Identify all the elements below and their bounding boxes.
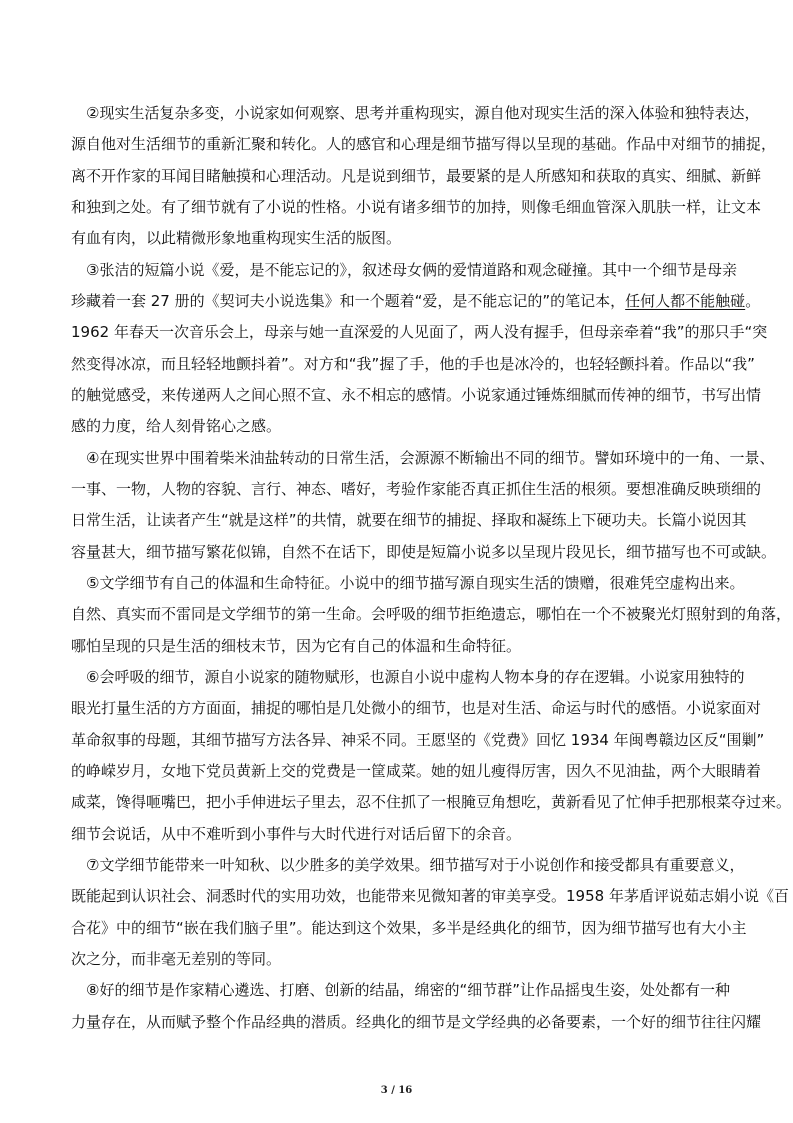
text-line bbox=[71, 537, 777, 568]
text-line bbox=[71, 881, 789, 912]
text-line bbox=[71, 223, 722, 254]
text-line bbox=[71, 255, 737, 286]
text-segment: 珍藏着一套 27 册的《契诃夫小说选集》和一个题着“爱，是不能忘记的”的笔记本， bbox=[71, 291, 626, 310]
text-line-content: ⑥会呼吸的细节，源自小说家的随物赋形，也源自小说中虚构人物本身的存在逻辑。小说家用独特的 bbox=[86, 667, 745, 686]
text-line-content: 一事、一物，人物的容貌、言行、神态、嗜好，考验作家能否真正抓住生活的根须。要想准确反映琐细的 bbox=[71, 479, 762, 498]
text-line bbox=[71, 474, 762, 505]
page-number: 3 / 16 bbox=[380, 1085, 413, 1096]
text-line-content: 离不开作家的耳闻目睹触摸和心理活动。凡是说到细节，最要紧的是人所感知和获取的真实、细腻、新鲜 bbox=[71, 166, 762, 185]
text-line-content: 合花》中的细节“嵌在我们脑子里”。能达到这个效果，多半是经典化的细节，因为细节描写也有大小主 bbox=[71, 918, 747, 937]
text-line bbox=[71, 944, 722, 975]
text-line bbox=[71, 98, 760, 129]
text-line-content: 1962 年春天一次音乐会上，母亲与她一直深爱的人见面了，两人没有握手，但母亲牵着“我”的那只手“突 bbox=[71, 323, 768, 342]
text-line bbox=[71, 349, 755, 380]
text-line-content: 和独到之处。有了细节就有了小说的性格。小说有诸多细节的加持，则像毛细血管深入肌肤一样，让文本 bbox=[71, 197, 762, 216]
text-line-content: 革命叙事的母题，其细节描写方法各异、神采不同。王愿坚的《党费》回忆 1934 年闽粤赣边区反“围剿” bbox=[71, 730, 765, 749]
text-line-content bbox=[71, 286, 761, 317]
text-line-content: ⑤文学细节有自己的体温和生命特征。小说中的细节描写源自现实生活的馈赠，很难凭空虚构出来。 bbox=[86, 573, 745, 592]
text-line-content: 咸菜，馋得咂嘴巴，把小手伸进坛子里去，忍不住抓了一根腌豆角想吃，黄新看见了忙伸手把那根菜夺过来。 bbox=[71, 793, 792, 812]
text-line-content: 日常生活，让读者产生“就是这样”的共情，就要在细节的捕捉、择取和凝练上下硬功夫。长篇小说因其 bbox=[71, 511, 747, 530]
text-line-content: 自然、真实而不雷同是文学细节的第一生命。会呼吸的细节拒绝遗忘，哪怕在一个不被聚光灯照射到的角落， bbox=[71, 605, 792, 624]
text-line bbox=[71, 819, 722, 850]
text-line-content: 眼光打量生活的方方面面，捕捉的哪怕是几处微小的细节，也是对生活、命运与时代的感悟。小说家面对 bbox=[71, 699, 762, 718]
text-line-content: ④在现实世界中围着柴米油盐转动的日常生活，会源源不断输出不同的细节。譬如环境中的一角、一景、 bbox=[86, 448, 775, 467]
text-line-content: 感的力度，给人刻骨铭心之感。 bbox=[71, 417, 282, 436]
text-line-content: 细节会说话，从中不难听到小事件与大时代进行对话后留下的余音。 bbox=[71, 824, 522, 843]
text-line bbox=[71, 975, 730, 1006]
underlined-phrase: 任何人都不能触碰 bbox=[625, 291, 746, 310]
text-line bbox=[71, 411, 722, 442]
text-line bbox=[71, 599, 792, 630]
text-line bbox=[71, 568, 745, 599]
text-line bbox=[71, 913, 747, 944]
text-line-content: 的触觉感受，来传递两人之间心照不宣、永不相忘的感情。小说家通过锤炼细腻而传神的细节，书写出情 bbox=[71, 385, 762, 404]
text-line bbox=[71, 850, 745, 881]
text-line bbox=[71, 662, 745, 693]
text-line bbox=[71, 286, 761, 317]
text-line bbox=[71, 161, 762, 192]
body-text bbox=[71, 98, 792, 1038]
text-line bbox=[71, 631, 722, 662]
text-line-content: ⑧好的细节是作家精心遴选、打磨、创新的结晶，绵密的“细节群”让作品摇曳生姿，处处都有一种 bbox=[86, 981, 730, 1000]
text-line bbox=[71, 787, 792, 818]
text-line-content: 既能起到认识社会、洞悉时代的实用功效，也能带来见微知著的审美享受。1958 年茅盾评说茹志娟小说《百 bbox=[71, 887, 789, 906]
text-line-content: 哪怕呈现的只是生活的细枝末节，因为它有自己的体温和生命特征。 bbox=[71, 636, 522, 655]
text-line bbox=[71, 725, 765, 756]
text-line bbox=[71, 380, 762, 411]
text-line bbox=[71, 1007, 762, 1038]
text-line-content: 容量甚大，细节描写繁花似锦，自然不在话下，即使是短篇小说多以呈现片段见长，细节描写也不可或缺。 bbox=[71, 542, 777, 561]
text-line-content: 有血有肉，以此精微形象地重构现实生活的版图。 bbox=[71, 229, 402, 248]
text-line-content: ⑦文学细节能带来一叶知秋、以少胜多的美学效果。细节描写对于小说创作和接受都具有重要意义， bbox=[86, 855, 745, 874]
text-line bbox=[71, 505, 747, 536]
text-line-content: ③张洁的短篇小说《爱，是不能忘记的》，叙述母女俩的爱情道路和观念碰撞。其中一个细节是母亲 bbox=[86, 260, 737, 279]
text-line bbox=[71, 129, 777, 160]
text-line bbox=[71, 317, 768, 348]
text-line-content: 力量存在，从而赋予整个作品经典的潜质。经典化的细节是文学经典的必备要素，一个好的细节往往闪耀 bbox=[71, 1012, 762, 1031]
text-line-content: 然变得冰凉，而且轻轻地颤抖着”。对方和“我”握了手，他的手也是冰冷的，也轻轻颤抖着。作品以“我” bbox=[71, 354, 755, 373]
text-line bbox=[71, 693, 762, 724]
text-line bbox=[71, 192, 762, 223]
text-line-content: 次之分，而非毫无差别的等同。 bbox=[71, 949, 282, 968]
text-line-content: 的峥嵘岁月，女地下党员黄新上交的党费是一筐咸菜。她的妞儿瘦得厉害，因久不见油盐，两个大眼睛着 bbox=[71, 761, 762, 780]
text-line bbox=[71, 756, 762, 787]
text-line-content: ②现实生活复杂多变，小说家如何观察、思考并重构现实，源自他对现实生活的深入体验和独特表达， bbox=[86, 104, 760, 122]
text-segment: 。 bbox=[745, 291, 761, 310]
text-line bbox=[71, 443, 775, 474]
text-line-content: 源自他对生活细节的重新汇聚和转化。人的感官和心理是细节描写得以呈现的基础。作品中对细节的捕捉， bbox=[71, 135, 777, 154]
